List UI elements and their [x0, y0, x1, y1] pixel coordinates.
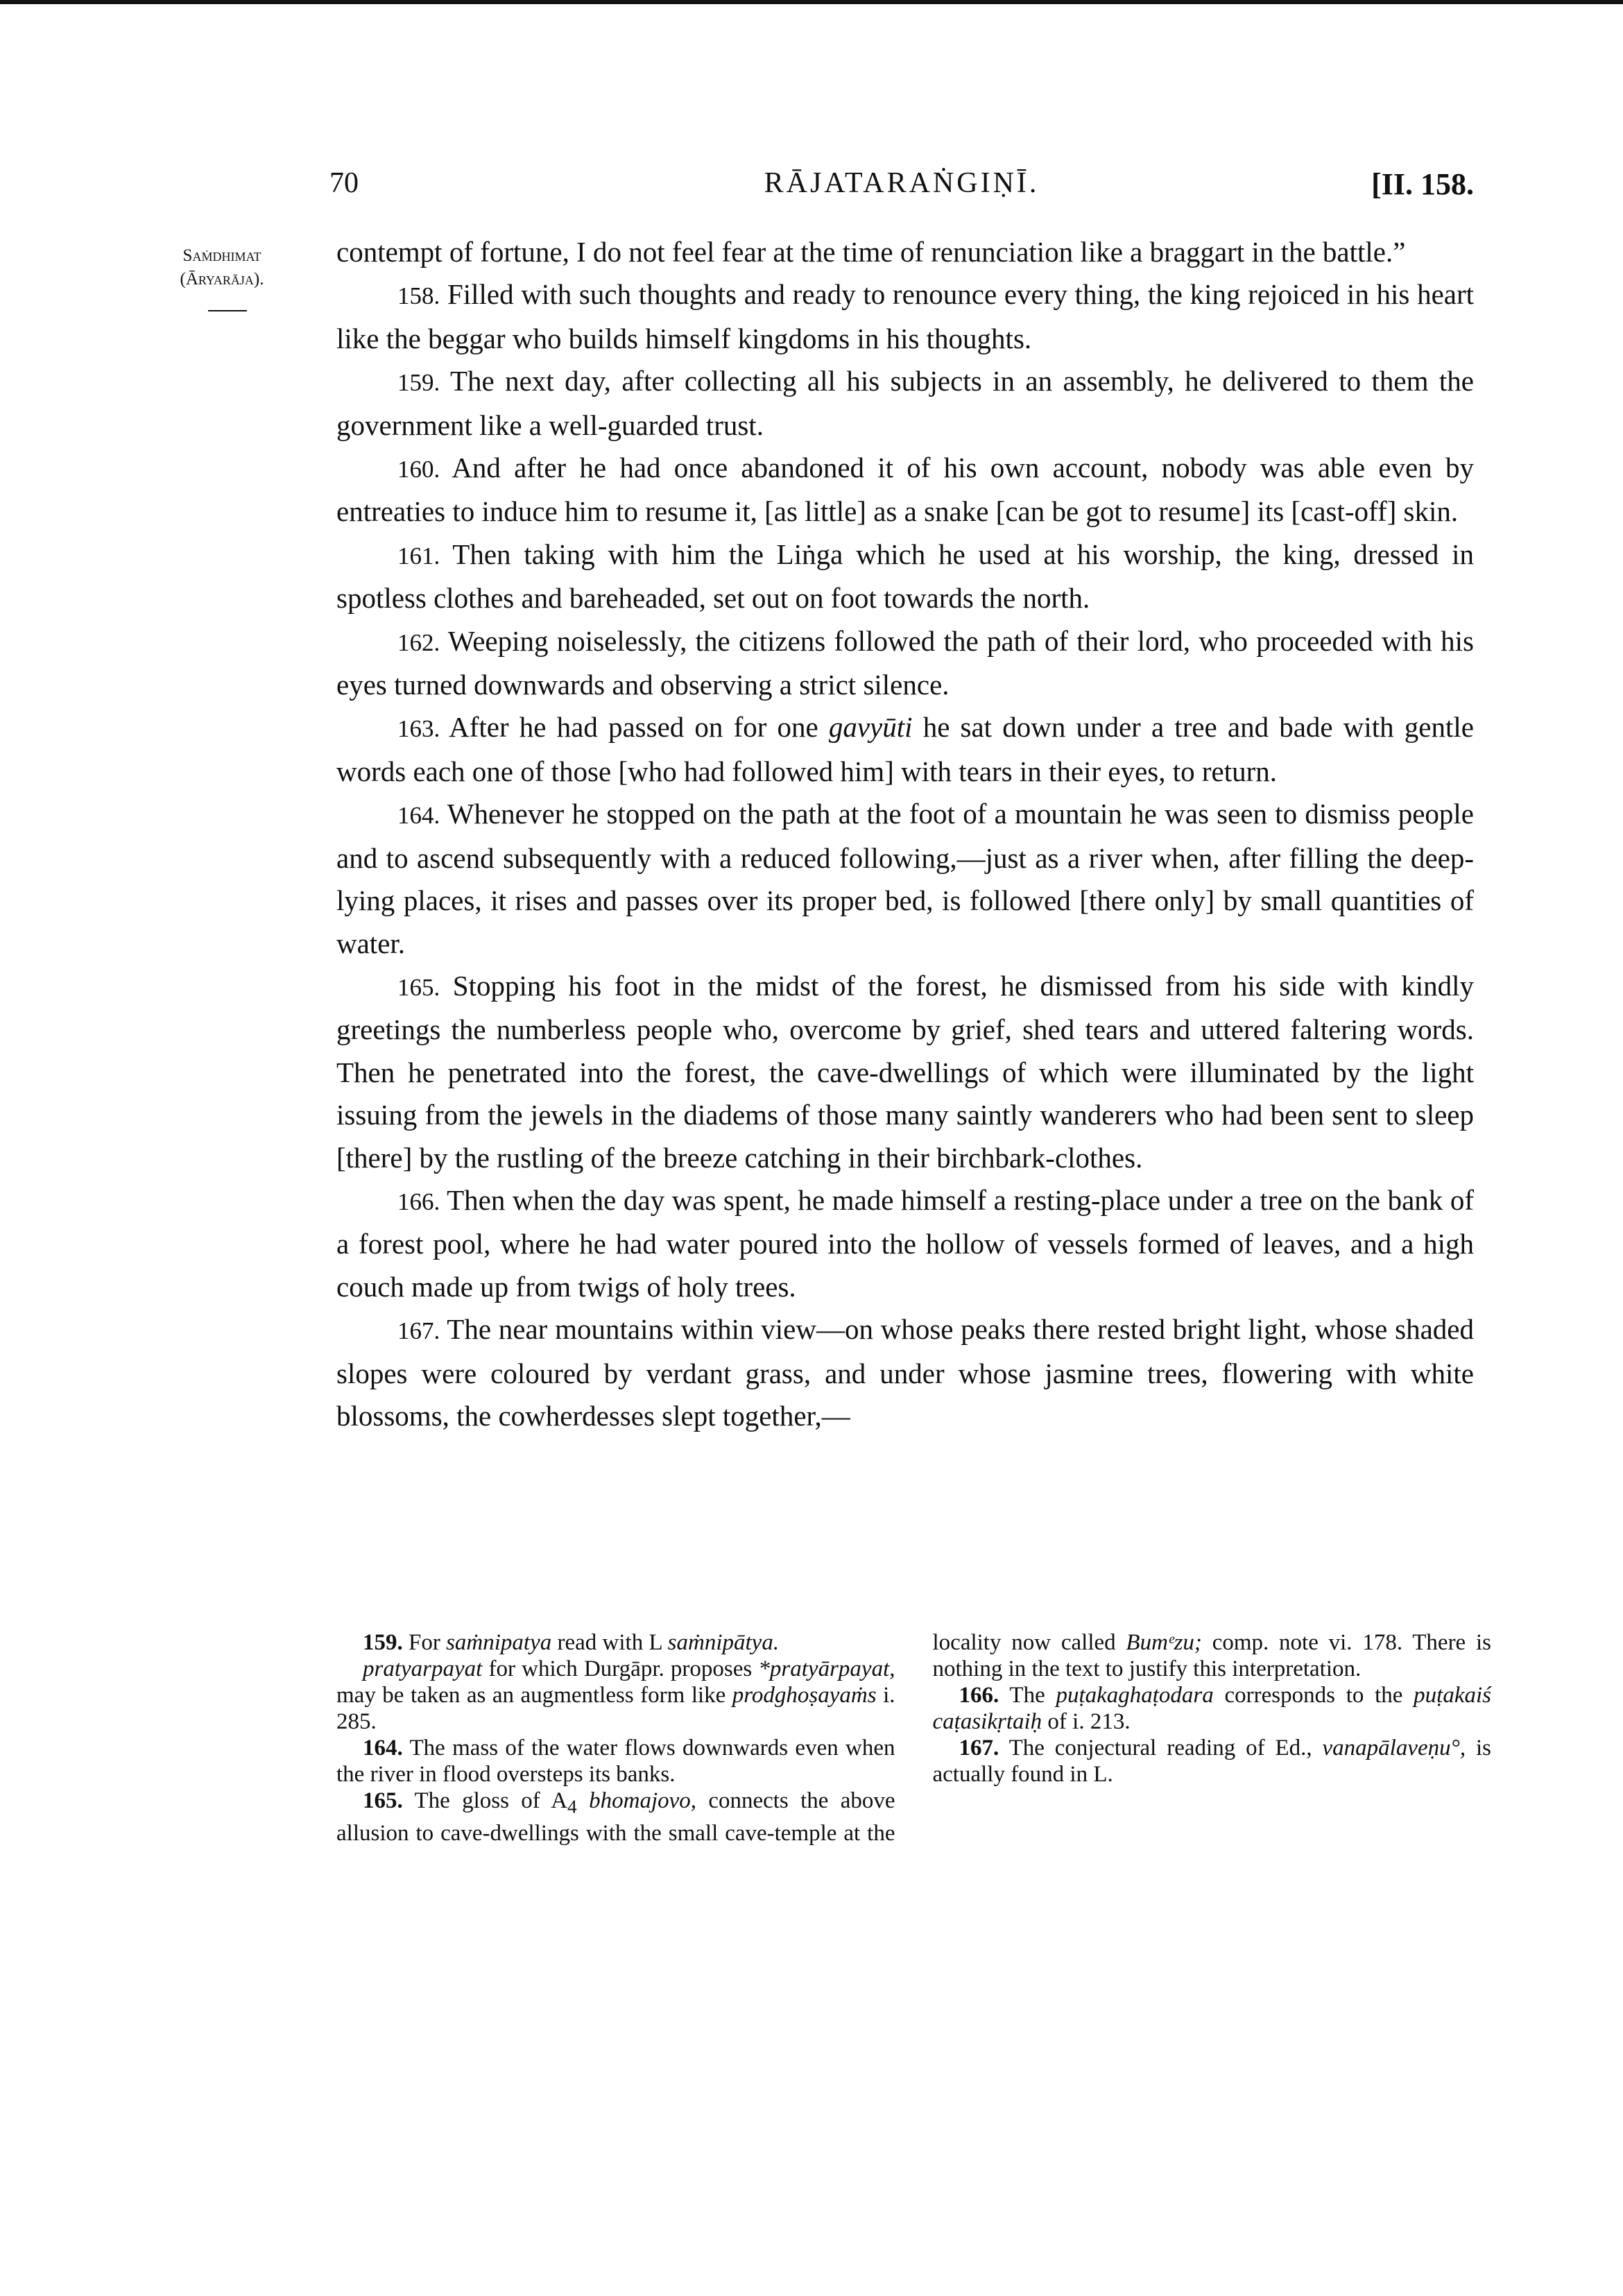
- manuscript-subscript: 4: [567, 1795, 577, 1817]
- footnote-text: The: [1009, 1683, 1056, 1708]
- footnote-text: for which Durgāpr. proposes: [482, 1656, 759, 1681]
- verse-number: 161.: [397, 542, 440, 569]
- running-header: [329, 166, 1474, 208]
- footnote-159: [336, 1629, 895, 1656]
- footnote-number: 159.: [363, 1630, 403, 1655]
- verse-159: [336, 360, 1474, 447]
- verse-number: 163.: [397, 715, 440, 743]
- footnote-166: [933, 1682, 1492, 1735]
- footnote-text: read with L: [551, 1630, 668, 1655]
- footnote-term: saṁnipatya: [446, 1630, 552, 1655]
- footnote-159-continued: [336, 1656, 895, 1735]
- running-title: RĀJATARAṄGIṆĪ.: [764, 167, 1040, 199]
- footnote-number: 167.: [959, 1736, 999, 1760]
- verse-text: The next day, after collecting all his subjects in an assembly, he delivered to them the government like a well-guarded trust.: [336, 365, 1474, 441]
- verse-text: Filled with such thoughts and ready to renounce every thing, the king rejoiced in his heart like the beggar who builds himself kingdoms in his thoughts.: [336, 278, 1475, 354]
- footnote-text: The conjectural reading of Ed.,: [1008, 1736, 1323, 1760]
- margin-note-name: Saṁdhimat: [182, 246, 261, 265]
- verse-text: Then when the day was spent, he made himself a resting-place under a tree on the bank of a forest pool, where he had water poured into the hollow of vessels formed of leaves, and a high couch made up from twigs of holy trees.: [336, 1183, 1474, 1303]
- verse-162: [336, 620, 1474, 707]
- footnote-text: connects the above allusion to cave-dwellings with the small cave-temple at the locality now called: [336, 1630, 1126, 1846]
- verse-165: [336, 965, 1474, 1179]
- verse-number: 166.: [397, 1188, 440, 1215]
- verse-text: The near mountains within view—on whose peaks there rested bright light, whose shaded slopes were coloured by verdant grass, and under whose jasmine trees, flowering with white blossoms, the cowherdesses slept together,—: [336, 1313, 1474, 1432]
- footnote-term: bhomajovo,: [589, 1788, 697, 1813]
- verse-text: Whenever he stopped on the path at the foot of a mountain he was seen to dismiss people and to ascend subsequently with a reduced following,—just as a river when, after filling the deep-lying places, it rises and passes over its proper bed, is followed [there only] by small quantities of water.: [336, 798, 1475, 959]
- verse-text: he sat down under a tree and bade with gentle words each one of those [who had followed him] with tears in their eyes, to return.: [336, 711, 1474, 787]
- verse-number: 165.: [397, 973, 440, 1001]
- verse-number: 158.: [397, 282, 440, 310]
- page-number: 70: [329, 167, 359, 199]
- verse-number: 160.: [397, 456, 440, 483]
- footnote-text: comp. note vi. 178. There is nothing in the text to justify this interpretation.: [932, 1630, 1491, 1681]
- footnote-term: Bumᵉzu;: [1126, 1630, 1202, 1655]
- footnote-number: 165.: [363, 1788, 403, 1813]
- footnote-text: of i. 213.: [1042, 1709, 1131, 1734]
- footnote-text: [577, 1788, 589, 1813]
- footnote-167: [933, 1735, 1492, 1788]
- main-text: [336, 231, 1474, 1437]
- footnote-term: puṭakaiś caṭasikṛtaiḥ: [932, 1683, 1491, 1734]
- verse-158: [336, 273, 1474, 360]
- verse-text: Stopping his foot in the midst of the forest, he dismissed from his side with kindly greetings the numberless people who, overcome by grief, shed tears and uttered faltering words. Then he penetrated into the forest, the cave-dwellings of which were illuminated by the light issuing from the jewels in the diadems of those many saintly wanderers who had been sent to sleep [there] by the rustling of the breeze catching in their birchbark-clothes.: [336, 969, 1474, 1174]
- verse-number: 162.: [397, 628, 440, 656]
- footnote-text: For: [409, 1630, 447, 1655]
- margin-note-alias: (Āryarāja).: [180, 270, 264, 289]
- verse-163: [336, 706, 1474, 793]
- footnote-text: The gloss of A: [414, 1788, 568, 1813]
- footnote-term: saṁnipātya.: [667, 1630, 780, 1655]
- footnote-number: 164.: [363, 1736, 403, 1760]
- verse-text: After he had passed on for one: [449, 711, 829, 744]
- footnote-term: pratyarpayat: [363, 1656, 483, 1681]
- verse-160: [336, 447, 1474, 533]
- verse-text: And after he had once abandoned it of his own account, nobody was able even by entreaties to induce him to resume it, [as little] as a snake [can be got to resume] its [cast-off] skin.: [336, 452, 1474, 528]
- footnote-text: The mass of the water flows downwards even when the river in flood oversteps its banks.: [336, 1736, 895, 1787]
- margin-note: [125, 244, 319, 291]
- footnote-term: puṭakaghaṭodara: [1056, 1683, 1214, 1708]
- verse-number: 164.: [397, 802, 440, 830]
- verse-text: Then taking with him the Liṅga which he used at his worship, the king, dressed in spotless clothes and bareheaded, set out on foot towards the north.: [336, 538, 1474, 615]
- footnote-text: may be taken as an augmentless form like: [336, 1683, 732, 1708]
- section-reference: [II. 158.: [1371, 167, 1474, 201]
- verse-166: [336, 1179, 1474, 1308]
- footnote-term: *pratyārpayat,: [758, 1656, 895, 1681]
- verse-number: 167.: [397, 1317, 440, 1345]
- verse-number: 159.: [397, 369, 440, 397]
- footnote-term: vanapālaveṇu°,: [1322, 1736, 1466, 1760]
- margin-note-rule: [208, 310, 247, 311]
- verse-text: Weeping noiselessly, the citizens followed the path of their lord, who proceeded with his eyes turned downwards and observing a strict silence.: [336, 624, 1474, 701]
- footnotes: [336, 1629, 1491, 1847]
- footnote-term: prodghoṣayaṁs: [732, 1683, 877, 1708]
- verse-164: [336, 793, 1474, 965]
- footnote-text: is actually found in L.: [932, 1736, 1491, 1787]
- verse-term: gavyūti: [828, 711, 913, 744]
- continuation-paragraph: contempt of fortune, I do not feel fear at the time of renunciation like a braggart in the battle.”: [336, 236, 1406, 268]
- footnote-164: [336, 1735, 895, 1788]
- footnote-text: i. 285.: [336, 1683, 895, 1734]
- top-border-rule: [0, 0, 1623, 4]
- footnote-number: 166.: [959, 1683, 999, 1708]
- verse-167: [336, 1308, 1474, 1437]
- verse-161: [336, 533, 1474, 620]
- footnote-text: corresponds to the: [1213, 1683, 1414, 1708]
